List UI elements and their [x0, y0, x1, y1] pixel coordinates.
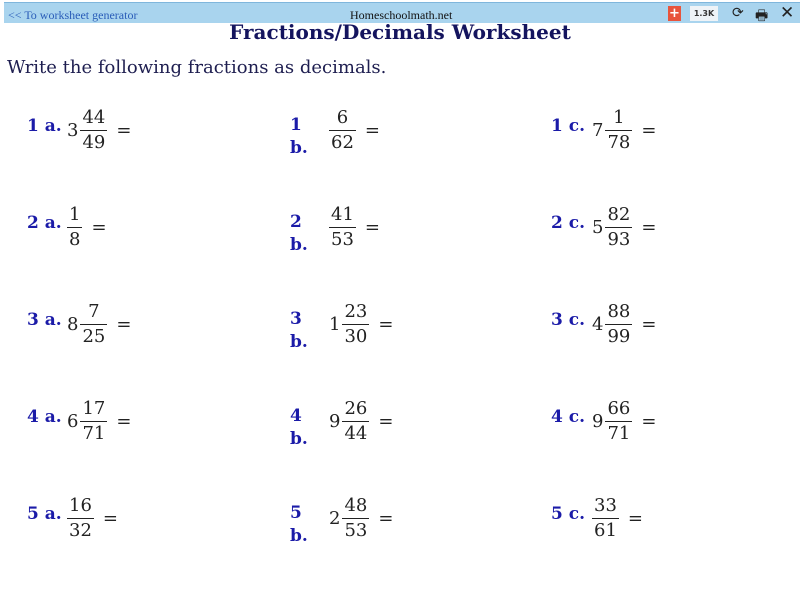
problem-label: 2 a. [27, 213, 62, 233]
whole-number: 1 [329, 314, 341, 335]
site-name: Homeschoolmath.net [350, 8, 453, 22]
whole-number: 5 [592, 217, 604, 238]
problem-label: 3 a. [27, 310, 62, 330]
denominator: 62 [331, 132, 354, 153]
denominator: 8 [69, 229, 81, 250]
whole-number: 4 [592, 314, 604, 335]
problem-label [290, 502, 308, 548]
problem-label: 1 a. [27, 116, 62, 136]
problem-number: 5 [290, 503, 302, 523]
denominator: 30 [344, 326, 368, 347]
numerator: 48 [344, 495, 368, 516]
fraction [605, 300, 632, 349]
fraction-expression [592, 106, 656, 155]
print-icon[interactable]: 🖶 [755, 8, 769, 24]
fraction-expression [592, 203, 656, 252]
numerator: 7 [88, 301, 100, 322]
problem-letter: b. [290, 332, 308, 352]
fraction [342, 397, 369, 446]
denominator: 53 [344, 520, 368, 541]
fraction-expression [329, 203, 380, 252]
whole-number: 9 [329, 411, 341, 432]
equals-sign: = [91, 217, 107, 238]
problem-number: 1 [290, 115, 302, 135]
fraction [605, 397, 632, 446]
problem-letter: b. [290, 526, 308, 546]
problem-number: 4 [290, 406, 302, 426]
equals-sign: = [116, 314, 132, 335]
page-title: Fractions/Decimals Worksheet [229, 20, 571, 44]
denominator: 71 [607, 423, 631, 444]
numerator: 66 [607, 398, 631, 419]
equals-sign: = [116, 411, 132, 432]
whole-number: 9 [592, 411, 604, 432]
denominator: 32 [69, 520, 92, 541]
denominator: 49 [82, 132, 106, 153]
numerator: 16 [69, 495, 92, 516]
whole-number: 7 [592, 120, 604, 141]
problem-number: 3 [290, 309, 302, 329]
whole-number: 6 [67, 411, 79, 432]
back-to-generator-link[interactable]: << To worksheet generator [8, 8, 138, 22]
denominator: 93 [607, 229, 631, 250]
numerator: 88 [607, 301, 631, 322]
fraction [80, 300, 107, 349]
numerator: 1 [69, 204, 81, 225]
denominator: 71 [82, 423, 106, 444]
equals-sign: = [102, 508, 118, 529]
problem-letter: b. [290, 429, 308, 449]
equals-sign: = [641, 314, 657, 335]
equals-sign: = [364, 120, 380, 141]
problem-label: 1 c. [551, 116, 586, 136]
problem-letter: b. [290, 138, 308, 158]
denominator: 25 [82, 326, 106, 347]
fraction-expression [592, 397, 656, 446]
share-plus-icon[interactable]: + [669, 6, 680, 21]
problem-label: 5 c. [551, 504, 586, 524]
fraction-expression [592, 300, 656, 349]
equals-sign: = [641, 411, 657, 432]
equals-sign: = [378, 411, 394, 432]
share-count: 1.3K [690, 6, 718, 21]
fraction [605, 203, 632, 252]
fraction-expression [67, 494, 118, 543]
equals-sign: = [641, 217, 657, 238]
fraction-expression [329, 494, 393, 543]
refresh-icon[interactable]: ⟳ [732, 5, 744, 21]
denominator: 99 [607, 326, 631, 347]
close-icon[interactable]: ✕ [780, 3, 795, 23]
fraction [80, 106, 107, 155]
fraction-expression [329, 106, 380, 155]
problem-label [290, 114, 308, 160]
fraction-expression [67, 397, 131, 446]
fraction [329, 203, 356, 252]
fraction [592, 494, 619, 543]
problem-label: 2 c. [551, 213, 586, 233]
problem-number: 2 [290, 212, 302, 232]
fraction [605, 106, 632, 155]
whole-number: 8 [67, 314, 79, 335]
fraction [67, 203, 82, 252]
equals-sign: = [627, 508, 643, 529]
denominator: 78 [607, 132, 631, 153]
equals-sign: = [378, 508, 394, 529]
denominator: 44 [344, 423, 368, 444]
problem-label [290, 308, 308, 354]
denominator: 61 [594, 520, 617, 541]
fraction-expression [329, 397, 393, 446]
numerator: 6 [336, 107, 349, 128]
problem-label: 4 c. [551, 407, 586, 427]
equals-sign: = [116, 120, 132, 141]
numerator: 26 [344, 398, 368, 419]
numerator: 41 [331, 204, 354, 225]
problem-label: 4 a. [27, 407, 62, 427]
numerator: 1 [613, 107, 625, 128]
numerator: 33 [594, 495, 617, 516]
whole-number: 2 [329, 508, 341, 529]
numerator: 17 [82, 398, 106, 419]
fraction [342, 300, 369, 349]
equals-sign: = [378, 314, 394, 335]
fraction [67, 494, 94, 543]
equals-sign: = [641, 120, 657, 141]
numerator: 23 [344, 301, 368, 322]
fraction-expression [67, 106, 131, 155]
problem-label: 5 a. [27, 504, 62, 524]
fraction-expression [67, 203, 107, 252]
fraction [80, 397, 107, 446]
problem-label: 3 c. [551, 310, 586, 330]
problem-letter: b. [290, 235, 308, 255]
instructions: Write the following fractions as decimals. [7, 57, 387, 78]
problem-label [290, 211, 308, 257]
whole-number: 3 [67, 120, 79, 141]
problem-label [290, 405, 308, 451]
numerator: 82 [607, 204, 631, 225]
fraction-expression [329, 300, 393, 349]
fraction [329, 106, 356, 155]
denominator: 53 [331, 229, 354, 250]
fraction-expression [67, 300, 131, 349]
fraction-expression [592, 494, 643, 543]
fraction [342, 494, 369, 543]
numerator: 44 [82, 107, 106, 128]
equals-sign: = [364, 217, 380, 238]
